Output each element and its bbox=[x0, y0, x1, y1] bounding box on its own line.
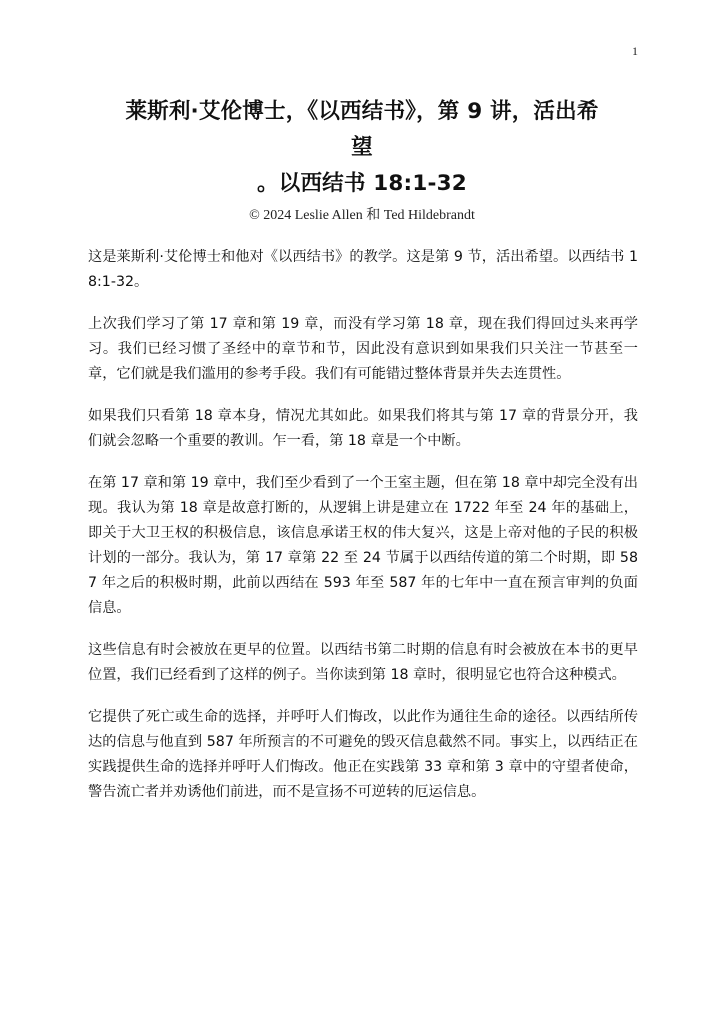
paragraph-4: 在第 17 章和第 19 章中，我们至少看到了一个王室主题，但在第 18 章中却完全没有出现。我认为第 18 章是故意打断的，从逻辑上讲是建立在 1722 年至 24 年的基础上，即关于大卫王权的积极信息，该信息承诺王权的伟大复兴，这是上帝对他的子民的积极计划的一部分。我认为，第 17 章第 22 至 24 节属于以西结传道的第二个时期，即 587 年之后的积极时期，此前以西结在 593 年至 587 年的七年中一直在预言审判的负面信息。 bbox=[88, 475, 638, 616]
paragraph-3: 如果我们只看第 18 章本身，情况尤其如此。如果我们将其与第 17 章的背景分开，我们就会忽略一个重要的教训。乍一看，第 18 章是一个中断。 bbox=[88, 408, 638, 449]
title-line-2: 望 bbox=[351, 135, 373, 160]
paragraph-6: 它提供了死亡或生命的选择，并呼吁人们悔改，以此作为通往生命的途径。以西结所传达的信息与他直到 587 年所预言的不可避免的毁灭信息截然不同。事实上，以西结正在实践提供生命的选择并呼吁人们悔改。他正在实践第 33 章和第 3 章中的守望者使命，警告流亡者并劝诱他们前进，而不是宣扬不可逆转的厄运信息。 bbox=[88, 709, 638, 800]
document-body bbox=[88, 245, 638, 822]
paragraph-1: 这是莱斯利·艾伦博士和他对《以西结书》的教学。这是第 9 节，活出希望。以西结书 18:1-32。 bbox=[88, 249, 638, 290]
paragraph-2: 上次我们学习了第 17 章和第 19 章，而没有学习第 18 章，现在我们得回过头来再学习。我们已经习惯了圣经中的章节和节，因此没有意识到如果我们只关注一节甚至一章，它们就是我们滥用的参考手段。我们有可能错过整体背景并失去连贯性。 bbox=[88, 316, 638, 382]
title-line-1: 莱斯利·艾伦博士，《以西结书》，第 9 讲，活出希 bbox=[125, 99, 599, 124]
paragraph-5: 这些信息有时会被放在更早的位置。以西结书第二时期的信息有时会被放在本书的更早位置，我们已经看到了这样的例子。当你读到第 18 章时，很明显它也符合这种模式。 bbox=[88, 642, 638, 683]
document-title bbox=[88, 94, 636, 202]
page-number: 1 bbox=[632, 44, 638, 58]
copyright-line: © 2024 Leslie Allen 和 Ted Hildebrandt bbox=[249, 208, 475, 223]
title-line-3: 。以西结书 18:1-32 bbox=[257, 171, 467, 196]
